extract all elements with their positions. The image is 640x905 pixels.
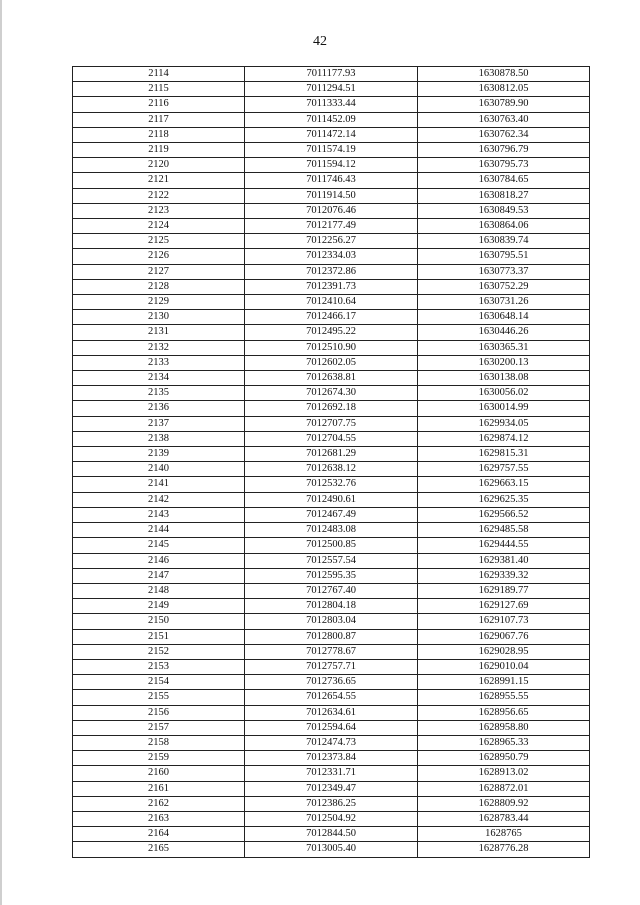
table-row bbox=[73, 203, 590, 218]
table-row bbox=[73, 523, 590, 538]
y-coordinate-cell: 1628913.02 bbox=[418, 766, 590, 781]
coordinates-table-body bbox=[73, 67, 590, 858]
table-row bbox=[73, 492, 590, 507]
table-row bbox=[73, 568, 590, 583]
page-edge bbox=[0, 0, 2, 905]
point-number-cell: 2146 bbox=[73, 553, 245, 568]
point-number-cell: 2132 bbox=[73, 340, 245, 355]
y-coordinate-cell: 1630818.27 bbox=[418, 188, 590, 203]
table-row bbox=[73, 371, 590, 386]
point-number-cell: 2141 bbox=[73, 477, 245, 492]
y-coordinate-cell: 1629381.40 bbox=[418, 553, 590, 568]
x-coordinate-cell: 7012177.49 bbox=[245, 219, 418, 234]
table-row bbox=[73, 188, 590, 203]
table-row bbox=[73, 416, 590, 431]
table-row bbox=[73, 355, 590, 370]
y-coordinate-cell: 1629127.69 bbox=[418, 599, 590, 614]
point-number-cell: 2152 bbox=[73, 644, 245, 659]
x-coordinate-cell: 7011914.50 bbox=[245, 188, 418, 203]
point-number-cell: 2118 bbox=[73, 127, 245, 142]
point-number-cell: 2126 bbox=[73, 249, 245, 264]
y-coordinate-cell: 1628955.55 bbox=[418, 690, 590, 705]
x-coordinate-cell: 7012557.54 bbox=[245, 553, 418, 568]
y-coordinate-cell: 1628783.44 bbox=[418, 811, 590, 826]
x-coordinate-cell: 7012707.75 bbox=[245, 416, 418, 431]
point-number-cell: 2155 bbox=[73, 690, 245, 705]
point-number-cell: 2158 bbox=[73, 735, 245, 750]
y-coordinate-cell: 1630014.99 bbox=[418, 401, 590, 416]
y-coordinate-cell: 1630839.74 bbox=[418, 234, 590, 249]
table-row bbox=[73, 112, 590, 127]
x-coordinate-cell: 7012500.85 bbox=[245, 538, 418, 553]
x-coordinate-cell: 7012674.30 bbox=[245, 386, 418, 401]
y-coordinate-cell: 1630731.26 bbox=[418, 295, 590, 310]
y-coordinate-cell: 1630796.79 bbox=[418, 143, 590, 158]
x-coordinate-cell: 7012076.46 bbox=[245, 203, 418, 218]
point-number-cell: 2122 bbox=[73, 188, 245, 203]
point-number-cell: 2117 bbox=[73, 112, 245, 127]
y-coordinate-cell: 1629010.04 bbox=[418, 659, 590, 674]
table-row bbox=[73, 447, 590, 462]
point-number-cell: 2129 bbox=[73, 295, 245, 310]
table-row bbox=[73, 97, 590, 112]
x-coordinate-cell: 7012736.65 bbox=[245, 675, 418, 690]
table-row bbox=[73, 386, 590, 401]
x-coordinate-cell: 7012256.27 bbox=[245, 234, 418, 249]
point-number-cell: 2125 bbox=[73, 234, 245, 249]
point-number-cell: 2136 bbox=[73, 401, 245, 416]
table-row bbox=[73, 127, 590, 142]
point-number-cell: 2162 bbox=[73, 796, 245, 811]
table-row bbox=[73, 599, 590, 614]
x-coordinate-cell: 7012594.64 bbox=[245, 720, 418, 735]
x-coordinate-cell: 7012844.50 bbox=[245, 827, 418, 842]
y-coordinate-cell: 1630789.90 bbox=[418, 97, 590, 112]
y-coordinate-cell: 1630648.14 bbox=[418, 310, 590, 325]
x-coordinate-cell: 7012334.03 bbox=[245, 249, 418, 264]
y-coordinate-cell: 1628776.28 bbox=[418, 842, 590, 857]
x-coordinate-cell: 7011574.19 bbox=[245, 143, 418, 158]
x-coordinate-cell: 7012504.92 bbox=[245, 811, 418, 826]
table-row bbox=[73, 538, 590, 553]
table-row bbox=[73, 766, 590, 781]
point-number-cell: 2156 bbox=[73, 705, 245, 720]
point-number-cell: 2164 bbox=[73, 827, 245, 842]
y-coordinate-cell: 1630762.34 bbox=[418, 127, 590, 142]
point-number-cell: 2159 bbox=[73, 751, 245, 766]
table-row bbox=[73, 264, 590, 279]
table-row bbox=[73, 827, 590, 842]
x-coordinate-cell: 7012704.55 bbox=[245, 431, 418, 446]
x-coordinate-cell: 7012474.73 bbox=[245, 735, 418, 750]
table-row bbox=[73, 842, 590, 857]
table-row bbox=[73, 675, 590, 690]
x-coordinate-cell: 7013005.40 bbox=[245, 842, 418, 857]
y-coordinate-cell: 1630446.26 bbox=[418, 325, 590, 340]
y-coordinate-cell: 1630784.65 bbox=[418, 173, 590, 188]
table-row bbox=[73, 173, 590, 188]
point-number-cell: 2114 bbox=[73, 67, 245, 82]
point-number-cell: 2153 bbox=[73, 659, 245, 674]
point-number-cell: 2142 bbox=[73, 492, 245, 507]
table-row bbox=[73, 249, 590, 264]
point-number-cell: 2134 bbox=[73, 371, 245, 386]
x-coordinate-cell: 7011333.44 bbox=[245, 97, 418, 112]
point-number-cell: 2149 bbox=[73, 599, 245, 614]
point-number-cell: 2160 bbox=[73, 766, 245, 781]
table-row bbox=[73, 659, 590, 674]
x-coordinate-cell: 7012638.12 bbox=[245, 462, 418, 477]
table-row bbox=[73, 796, 590, 811]
x-coordinate-cell: 7012391.73 bbox=[245, 279, 418, 294]
y-coordinate-cell: 1630138.08 bbox=[418, 371, 590, 386]
point-number-cell: 2150 bbox=[73, 614, 245, 629]
table-row bbox=[73, 67, 590, 82]
y-coordinate-cell: 1629339.32 bbox=[418, 568, 590, 583]
y-coordinate-cell: 1629566.52 bbox=[418, 507, 590, 522]
table-row bbox=[73, 629, 590, 644]
point-number-cell: 2147 bbox=[73, 568, 245, 583]
y-coordinate-cell: 1628958.80 bbox=[418, 720, 590, 735]
table-row bbox=[73, 401, 590, 416]
point-number-cell: 2124 bbox=[73, 219, 245, 234]
y-coordinate-cell: 1630752.29 bbox=[418, 279, 590, 294]
x-coordinate-cell: 7012349.47 bbox=[245, 781, 418, 796]
x-coordinate-cell: 7012767.40 bbox=[245, 583, 418, 598]
y-coordinate-cell: 1629874.12 bbox=[418, 431, 590, 446]
y-coordinate-cell: 1628765 bbox=[418, 827, 590, 842]
y-coordinate-cell: 1630878.50 bbox=[418, 67, 590, 82]
y-coordinate-cell: 1628809.92 bbox=[418, 796, 590, 811]
y-coordinate-cell: 1629815.31 bbox=[418, 447, 590, 462]
coordinates-table bbox=[72, 66, 590, 858]
y-coordinate-cell: 1630200.13 bbox=[418, 355, 590, 370]
y-coordinate-cell: 1629625.35 bbox=[418, 492, 590, 507]
x-coordinate-cell: 7011452.09 bbox=[245, 112, 418, 127]
table-row bbox=[73, 82, 590, 97]
x-coordinate-cell: 7011177.93 bbox=[245, 67, 418, 82]
x-coordinate-cell: 7012595.35 bbox=[245, 568, 418, 583]
y-coordinate-cell: 1630795.73 bbox=[418, 158, 590, 173]
table-row bbox=[73, 735, 590, 750]
x-coordinate-cell: 7012804.18 bbox=[245, 599, 418, 614]
table-row bbox=[73, 279, 590, 294]
table-row bbox=[73, 751, 590, 766]
point-number-cell: 2148 bbox=[73, 583, 245, 598]
point-number-cell: 2127 bbox=[73, 264, 245, 279]
x-coordinate-cell: 7011294.51 bbox=[245, 82, 418, 97]
y-coordinate-cell: 1630056.02 bbox=[418, 386, 590, 401]
table-row bbox=[73, 325, 590, 340]
table-row bbox=[73, 340, 590, 355]
point-number-cell: 2138 bbox=[73, 431, 245, 446]
table-row bbox=[73, 507, 590, 522]
table-row bbox=[73, 705, 590, 720]
x-coordinate-cell: 7012386.25 bbox=[245, 796, 418, 811]
y-coordinate-cell: 1630864.06 bbox=[418, 219, 590, 234]
x-coordinate-cell: 7012800.87 bbox=[245, 629, 418, 644]
y-coordinate-cell: 1628956.65 bbox=[418, 705, 590, 720]
x-coordinate-cell: 7011746.43 bbox=[245, 173, 418, 188]
x-coordinate-cell: 7012634.61 bbox=[245, 705, 418, 720]
y-coordinate-cell: 1629757.55 bbox=[418, 462, 590, 477]
x-coordinate-cell: 7012372.86 bbox=[245, 264, 418, 279]
table-row bbox=[73, 477, 590, 492]
table-row bbox=[73, 811, 590, 826]
x-coordinate-cell: 7012490.61 bbox=[245, 492, 418, 507]
y-coordinate-cell: 1629444.55 bbox=[418, 538, 590, 553]
table-row bbox=[73, 690, 590, 705]
x-coordinate-cell: 7012373.84 bbox=[245, 751, 418, 766]
point-number-cell: 2115 bbox=[73, 82, 245, 97]
y-coordinate-cell: 1628872.01 bbox=[418, 781, 590, 796]
point-number-cell: 2131 bbox=[73, 325, 245, 340]
table-row bbox=[73, 553, 590, 568]
point-number-cell: 2137 bbox=[73, 416, 245, 431]
y-coordinate-cell: 1629934.05 bbox=[418, 416, 590, 431]
y-coordinate-cell: 1629107.73 bbox=[418, 614, 590, 629]
point-number-cell: 2130 bbox=[73, 310, 245, 325]
x-coordinate-cell: 7012510.90 bbox=[245, 340, 418, 355]
x-coordinate-cell: 7012331.71 bbox=[245, 766, 418, 781]
table-row bbox=[73, 720, 590, 735]
point-number-cell: 2119 bbox=[73, 143, 245, 158]
table-row bbox=[73, 295, 590, 310]
table-row bbox=[73, 219, 590, 234]
x-coordinate-cell: 7012638.81 bbox=[245, 371, 418, 386]
point-number-cell: 2133 bbox=[73, 355, 245, 370]
x-coordinate-cell: 7012467.49 bbox=[245, 507, 418, 522]
point-number-cell: 2143 bbox=[73, 507, 245, 522]
x-coordinate-cell: 7012495.22 bbox=[245, 325, 418, 340]
x-coordinate-cell: 7012681.29 bbox=[245, 447, 418, 462]
x-coordinate-cell: 7012778.67 bbox=[245, 644, 418, 659]
x-coordinate-cell: 7011594.12 bbox=[245, 158, 418, 173]
point-number-cell: 2161 bbox=[73, 781, 245, 796]
y-coordinate-cell: 1628950.79 bbox=[418, 751, 590, 766]
point-number-cell: 2121 bbox=[73, 173, 245, 188]
y-coordinate-cell: 1629067.76 bbox=[418, 629, 590, 644]
table-row bbox=[73, 143, 590, 158]
x-coordinate-cell: 7012483.08 bbox=[245, 523, 418, 538]
x-coordinate-cell: 7012803.04 bbox=[245, 614, 418, 629]
x-coordinate-cell: 7011472.14 bbox=[245, 127, 418, 142]
point-number-cell: 2145 bbox=[73, 538, 245, 553]
y-coordinate-cell: 1630773.37 bbox=[418, 264, 590, 279]
table-row bbox=[73, 781, 590, 796]
y-coordinate-cell: 1630812.05 bbox=[418, 82, 590, 97]
point-number-cell: 2163 bbox=[73, 811, 245, 826]
point-number-cell: 2120 bbox=[73, 158, 245, 173]
point-number-cell: 2116 bbox=[73, 97, 245, 112]
y-coordinate-cell: 1630763.40 bbox=[418, 112, 590, 127]
y-coordinate-cell: 1629028.95 bbox=[418, 644, 590, 659]
x-coordinate-cell: 7012410.64 bbox=[245, 295, 418, 310]
x-coordinate-cell: 7012532.76 bbox=[245, 477, 418, 492]
table-row bbox=[73, 644, 590, 659]
x-coordinate-cell: 7012692.18 bbox=[245, 401, 418, 416]
point-number-cell: 2157 bbox=[73, 720, 245, 735]
y-coordinate-cell: 1629663.15 bbox=[418, 477, 590, 492]
point-number-cell: 2144 bbox=[73, 523, 245, 538]
x-coordinate-cell: 7012602.05 bbox=[245, 355, 418, 370]
y-coordinate-cell: 1630795.51 bbox=[418, 249, 590, 264]
page-number: 42 bbox=[313, 34, 327, 49]
table-row bbox=[73, 614, 590, 629]
y-coordinate-cell: 1630849.53 bbox=[418, 203, 590, 218]
point-number-cell: 2140 bbox=[73, 462, 245, 477]
x-coordinate-cell: 7012757.71 bbox=[245, 659, 418, 674]
y-coordinate-cell: 1628965.33 bbox=[418, 735, 590, 750]
table-row bbox=[73, 310, 590, 325]
y-coordinate-cell: 1629189.77 bbox=[418, 583, 590, 598]
y-coordinate-cell: 1629485.58 bbox=[418, 523, 590, 538]
point-number-cell: 2128 bbox=[73, 279, 245, 294]
point-number-cell: 2139 bbox=[73, 447, 245, 462]
y-coordinate-cell: 1628991.15 bbox=[418, 675, 590, 690]
table-row bbox=[73, 158, 590, 173]
point-number-cell: 2135 bbox=[73, 386, 245, 401]
table-row bbox=[73, 431, 590, 446]
point-number-cell: 2165 bbox=[73, 842, 245, 857]
x-coordinate-cell: 7012654.55 bbox=[245, 690, 418, 705]
table-row bbox=[73, 234, 590, 249]
table-row bbox=[73, 583, 590, 598]
y-coordinate-cell: 1630365.31 bbox=[418, 340, 590, 355]
point-number-cell: 2151 bbox=[73, 629, 245, 644]
x-coordinate-cell: 7012466.17 bbox=[245, 310, 418, 325]
table-row bbox=[73, 462, 590, 477]
point-number-cell: 2123 bbox=[73, 203, 245, 218]
point-number-cell: 2154 bbox=[73, 675, 245, 690]
